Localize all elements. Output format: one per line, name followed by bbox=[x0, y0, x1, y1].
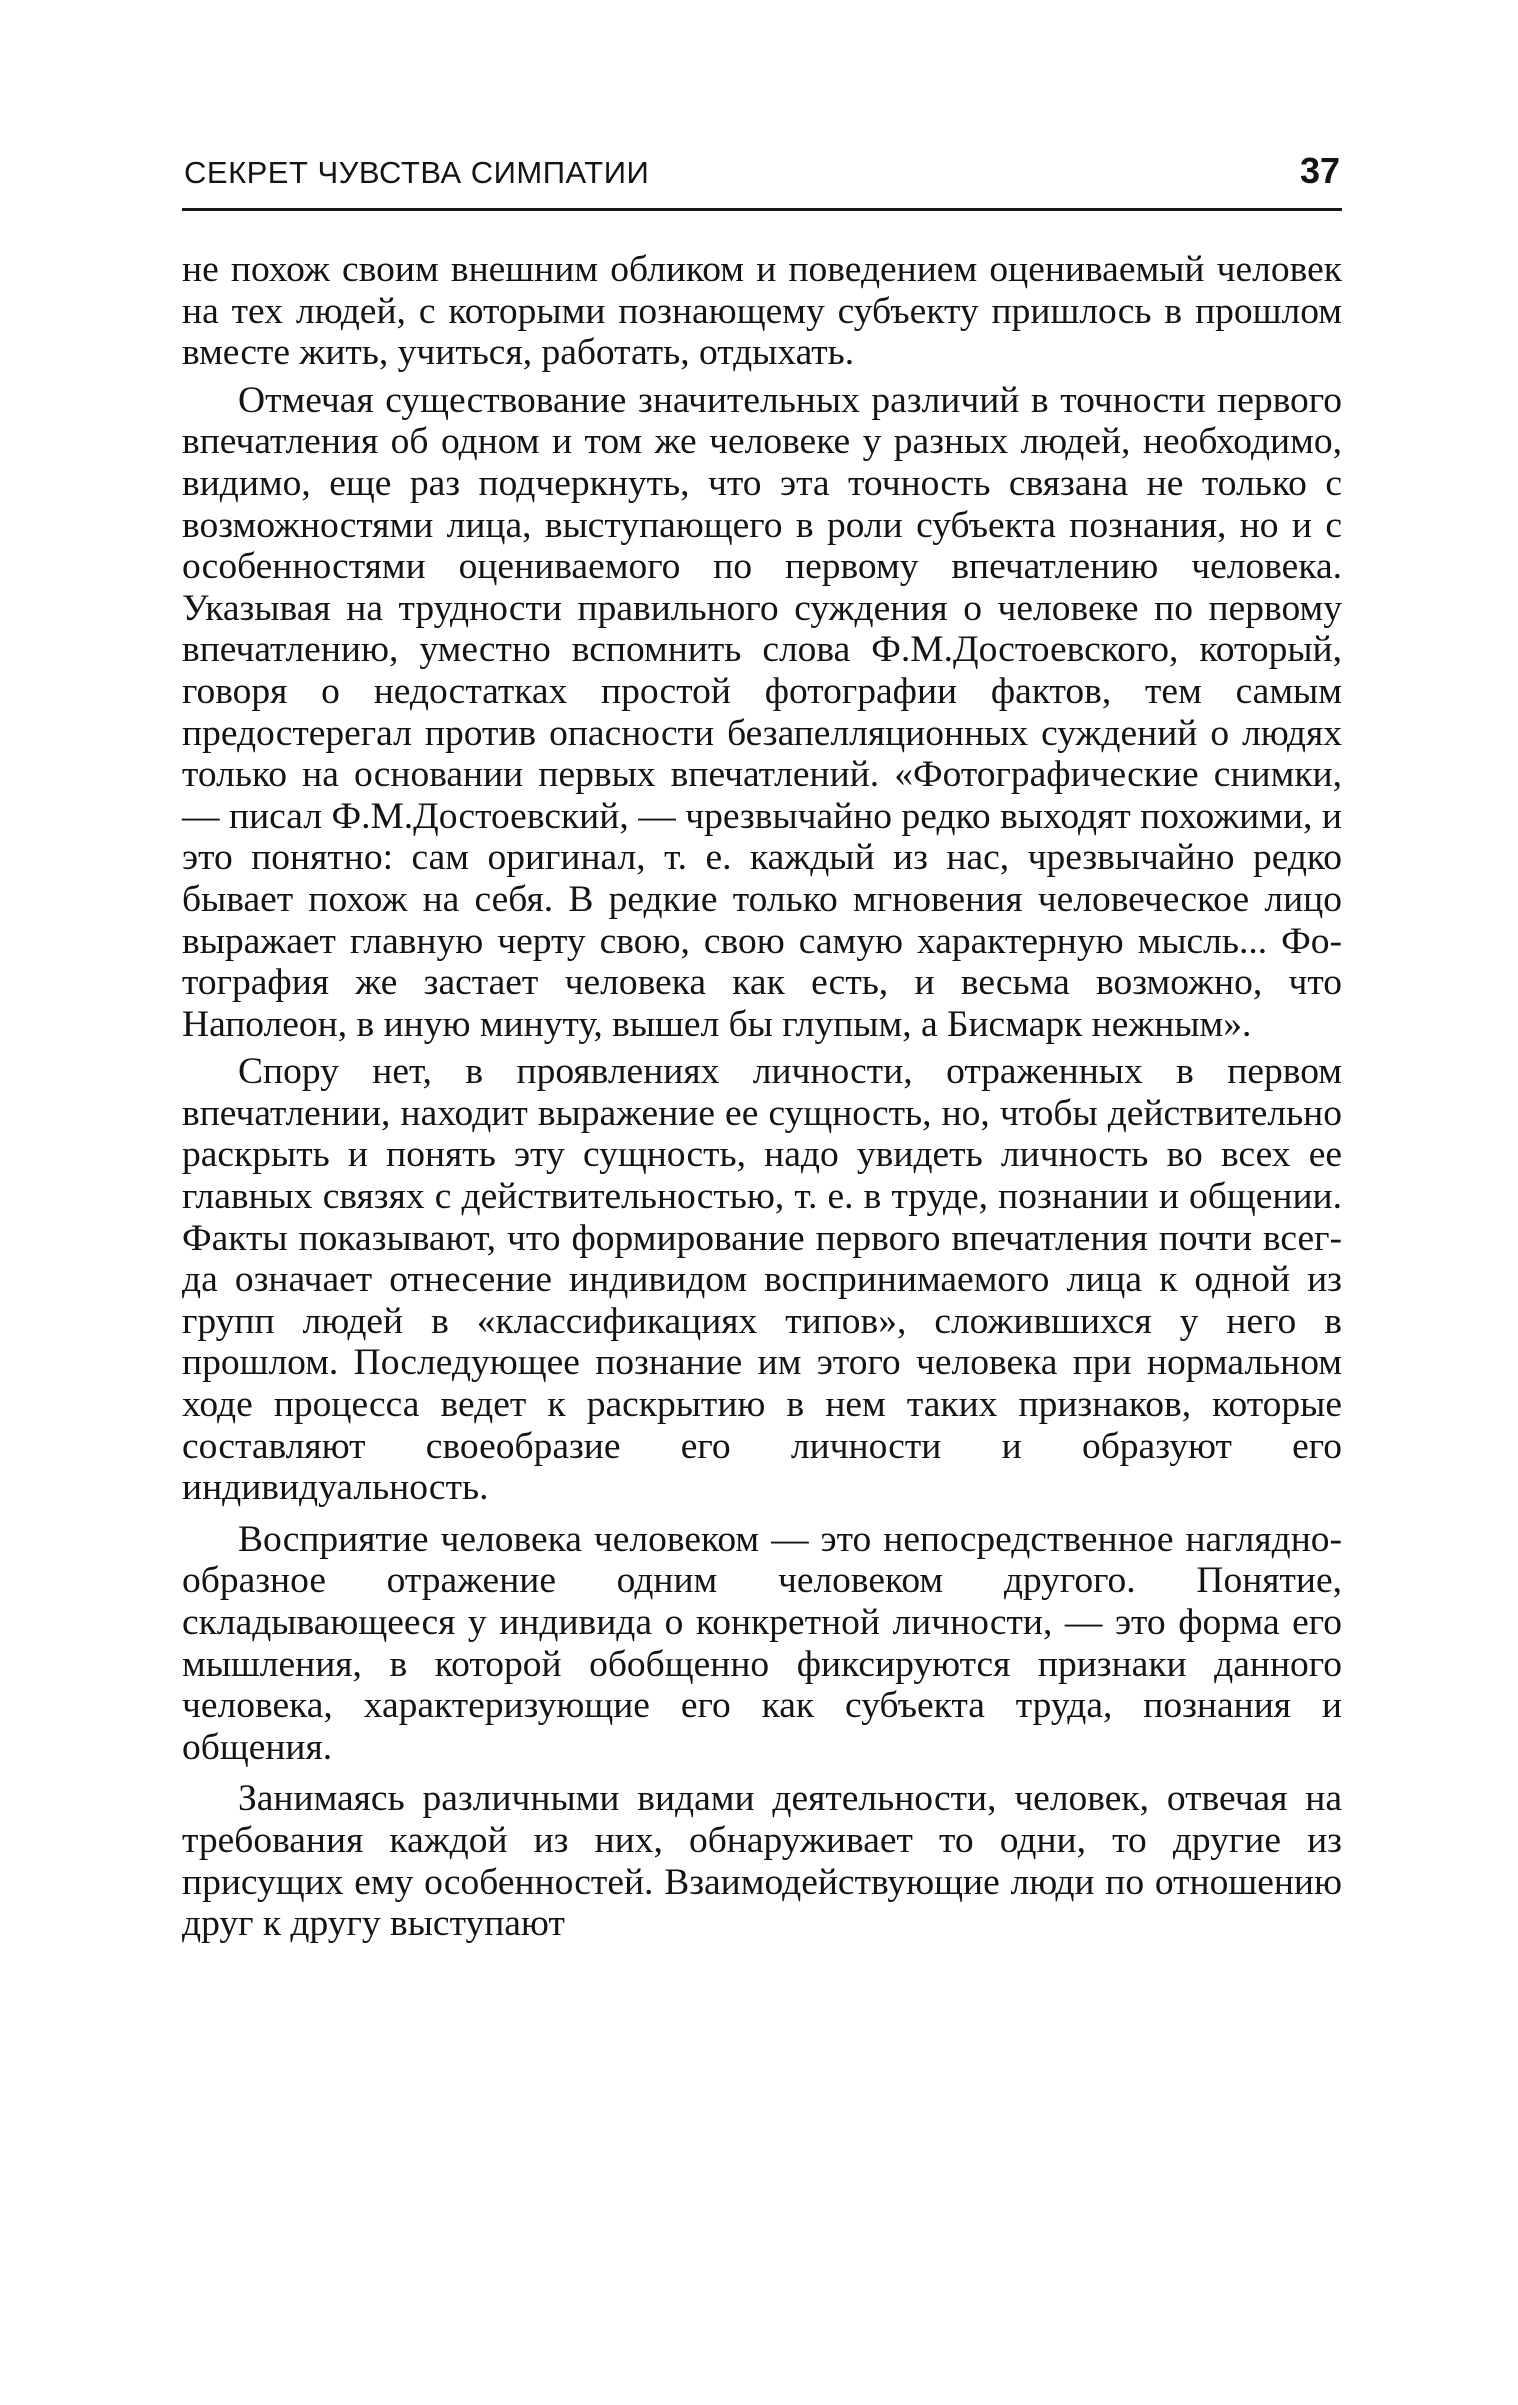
running-head bbox=[182, 150, 1342, 211]
body-text bbox=[182, 249, 1342, 1945]
paragraph-4: Восприятие человека человеком — это непосредственное наглядно-образное отражение одним человеком другого. Понятие, складывающееся у индивида о конкретной личности, — это форма его мышления, в которой обобщенно фиксируются признаки данного человека, характеризующие его как субъекта труда, познания и общения. bbox=[182, 1518, 1342, 1768]
running-title: СЕКРЕТ ЧУВСТВА СИМПАТИИ bbox=[184, 155, 650, 190]
page-number: 37 bbox=[1299, 150, 1340, 191]
paragraph-5: Занимаясь различными видами деятельности, человек, отвечая на требования каждой из них, обнаруживает то одни, то другие из присущих ему особенностей. Взаимодействующие люди по отношению друг к другу выступают bbox=[182, 1778, 1342, 1945]
paragraph-1: не похож своим внешним обликом и поведением оцениваемый человек на тех людей, с которыми познающему субъекту пришлось в прошлом вместе жить, учиться, работать, отдыхать. bbox=[182, 249, 1342, 374]
paragraph-2: Отмечая существование значительных различий в точности первого впечатления об одном и том же человеке у разных людей, необходимо, видимо, еще раз подчеркнуть, что эта точность связана не только с возможностями лица, выступающего в роли субъекта познания, но и с особенностями оцениваемого по первому впечатлению человека. Указывая на трудности правильного суждения о человеке по первому впечатлению, уместно вспомнить слова Ф.М.Достоевского, который, говоря о недостатках простой фотографии фактов, тем самым предостерегал против опасности безапелляционных суждений о людях только на основании первых впечатлений. «Фотографические снимки, — писал Ф.М.Достоевский, — чрезвычайно редко выходят похожими, и это понятно: сам оригинал, т. е. каждый из нас, чрезвычайно редко бывает похож на себя. В редкие только мгновения человеческое лицо выражает главную черту свою, свою самую характерную мысль... Фотография же застает человека как есть, и весьма возможно, что Наполеон, в иную минуту, вышел бы глупым, а Бисмарк нежным». bbox=[182, 379, 1342, 1045]
paragraph-3: Спору нет, в проявлениях личности, отраженных в первом впечатлении, находит выражение ее сущность, но, чтобы действительно раскрыть и понять эту сущность, надо увидеть личность во всех ее главных связях с действительностью, т. е. в труде, познании и общении. Факты показывают, что формирование первого впечатления почти всегда означает отнесение индивидом воспринимаемого лица к одной из групп людей в «классификациях типов», сложившихся у него в прошлом. Последующее познание им этого человека при нормальном ходе процесса ведет к раскрытию в нем таких признаков, которые составляют своеобразие его личности и образуют его индивидуальность. bbox=[182, 1051, 1342, 1509]
book-page bbox=[182, 150, 1342, 1945]
